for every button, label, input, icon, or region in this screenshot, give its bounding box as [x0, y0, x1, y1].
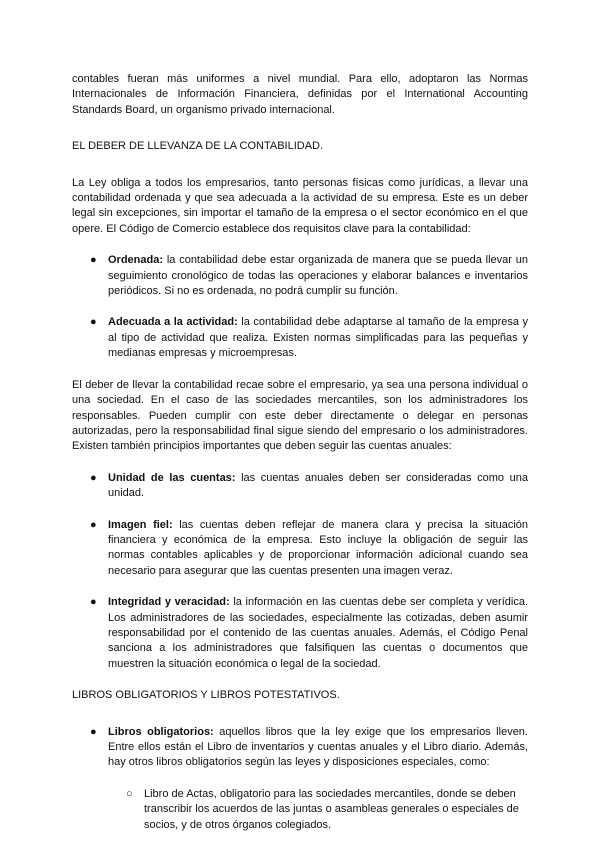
term-libros-obligatorios: Libros obligatorios:	[108, 725, 214, 738]
sub-list-item	[72, 787, 528, 833]
desc-libro-actas: Libro de Actas, obligatorio para las sociedades mercantiles, donde se deben transcribir los acuerdos de las juntas o asambleas generales o especiales de socios, y de otros órganos colegiados.	[144, 787, 519, 831]
requisitos-list	[72, 253, 528, 361]
list-item	[72, 595, 528, 672]
list-item	[72, 518, 528, 580]
list-item	[72, 253, 528, 299]
bullet-marker: ●	[90, 725, 97, 738]
sub-bullet-marker: ○	[126, 787, 133, 800]
term-adecuada: Adecuada a la actividad:	[108, 316, 238, 329]
term-integridad: Integridad y veracidad:	[108, 596, 230, 609]
principios-list	[72, 471, 528, 672]
paragraph-ley-obliga: La Ley obliga a todos los empresarios, tanto personas físicas como jurídicas, a llevar una contabilidad ordenada y que sea adecuada a la actividad de su empresa. Este es un deber legal sin excepciones, sin importar el tamaño de la empresa o el sector económico en el que opere. El Código de Comercio establece dos requisitos clave para la contabilidad:	[72, 176, 528, 235]
libros-list	[72, 725, 528, 771]
bullet-marker: ●	[90, 316, 97, 329]
intro-paragraph: contables fueran más uniformes a nivel mundial. Para ello, adoptaron las Normas Internacionales de Información Financiera, definidas por el International Accounting Standards Board, un organismo privado internacional.	[72, 73, 528, 116]
term-ordenada: Ordenada:	[108, 254, 164, 267]
desc-adecuada: la contabilidad debe adaptarse al tamaño de la empresa y al tipo de actividad que realiza. Existen normas simplificadas para las pequeñas y medianas empresas y microempresas.	[108, 316, 528, 360]
bullet-marker: ●	[90, 471, 97, 484]
desc-ordenada: la contabilidad debe estar organizada de manera que se pueda llevar un seguimiento cronológico de todas las operaciones y elaborar balances e inventarios periódicos. Si no es ordenada, no podrá cumplir su función.	[108, 254, 528, 298]
list-item	[72, 725, 528, 771]
paragraph-deber: El deber de llevar la contabilidad recae sobre el empresario, ya sea una persona individual o una sociedad. En el caso de las sociedades mercantiles, son los administradores los responsables. Pueden cumplir con este deber directamente o delegar en personas autorizadas, pero la responsabilidad final sigue siendo del empresario o los administradores. Existen también principios importantes que deben seguir las cuentas anuales:	[72, 378, 528, 453]
desc-unidad: las cuentas anuales deben ser consideradas como una unidad.	[108, 471, 528, 500]
desc-libros-obligatorios: aquellos libros que la ley exige que los empresarios lleven. Entre ellos están el Libro de inventarios y cuentas anuales y el Libro diario. Además, hay otros libros obligatorios según las leyes y disposiciones especiales, como:	[108, 725, 528, 769]
term-unidad: Unidad de las cuentas:	[108, 471, 236, 484]
section-heading-llevanza: EL DEBER DE LLEVANZA DE LA CONTABILIDAD.	[72, 140, 324, 153]
desc-integridad: la información en las cuentas debe ser completa y verídica. Los administradores de las sociedades, especialmente las cotizadas, deben asumir responsabilidad por el contenido de las cuentas anuales. Además, el Código Penal sanciona a los administradores que falsifiquen las cuentas o documentos que muestren la situación económica o legal de la sociedad.	[108, 596, 528, 670]
list-item	[72, 471, 528, 502]
term-imagen-fiel: Imagen fiel:	[108, 518, 173, 531]
list-item	[72, 315, 528, 361]
desc-imagen-fiel: las cuentas deben reflejar de manera clara y precisa la situación financiera y económica de la empresa. Esto incluye la obligación de seguir las normas contables aplicables y de proporcionar información adicional cuando sea necesario para asegurar que las cuentas presenten una imagen veraz.	[108, 518, 528, 577]
bullet-marker: ●	[90, 596, 97, 609]
bullet-marker: ●	[90, 518, 97, 531]
libros-sublist	[72, 787, 528, 833]
bullet-marker: ●	[90, 254, 97, 267]
section-heading-libros: LIBROS OBLIGATORIOS Y LIBROS POTESTATIVOS.	[72, 689, 340, 702]
